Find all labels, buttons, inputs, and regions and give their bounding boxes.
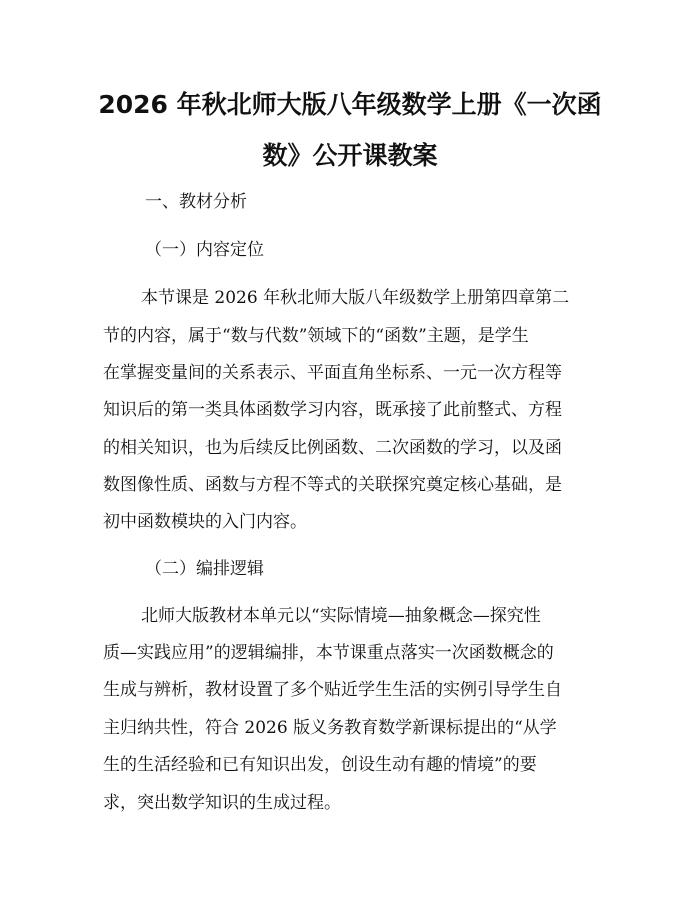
subsection-1-heading: （一）内容定位 (145, 240, 264, 260)
paragraph-2-line: 生的生活经验和已有知识出发，创设生动有趣的情境”的要 (103, 755, 537, 775)
document-title-line-2: 数》公开课教案 (262, 141, 438, 170)
paragraph-1-line: 在掌握变量间的关系表示、平面直角坐标系、一元一次方程等 (103, 363, 562, 383)
section-heading: 一、教材分析 (145, 192, 247, 212)
paragraph-1-line: 节的内容，属于“数与代数”领域下的“函数”主题，是学生 (103, 326, 529, 346)
paragraph-1-line: 本节课是 2026 年秋北师大版八年级数学上册第四章第二 (141, 288, 570, 308)
document-title-line-1: 2026 年秋北师大版八年级数学上册《一次函 (98, 90, 602, 119)
paragraph-2-line: 求，突出数学知识的生成过程。 (103, 793, 341, 813)
paragraph-2-line: 质—实践应用”的逻辑编排，本节课重点落实一次函数概念的 (103, 643, 554, 663)
paragraph-2-line: 主归纳共性，符合 2026 版义务教育数学新课标提出的“从学 (103, 718, 557, 738)
paragraph-1-line: 数图像性质、函数与方程不等式的关联探究奠定核心基础，是 (103, 475, 562, 495)
paragraph-1-line: 的相关知识，也为后续反比例函数、二次函数的学习，以及函 (103, 438, 562, 458)
paragraph-1-line: 初中函数模块的入门内容。 (103, 512, 307, 532)
paragraph-1-line: 知识后的第一类具体函数学习内容，既承接了此前整式、方程 (103, 400, 562, 420)
subsection-2-heading: （二）编排逻辑 (145, 559, 264, 579)
paragraph-2-line: 生成与辨析，教材设置了多个贴近学生生活的实例引导学生自 (103, 680, 562, 700)
paragraph-2-line: 北师大版教材本单元以“实际情境—抽象概念—探究性 (141, 606, 541, 626)
